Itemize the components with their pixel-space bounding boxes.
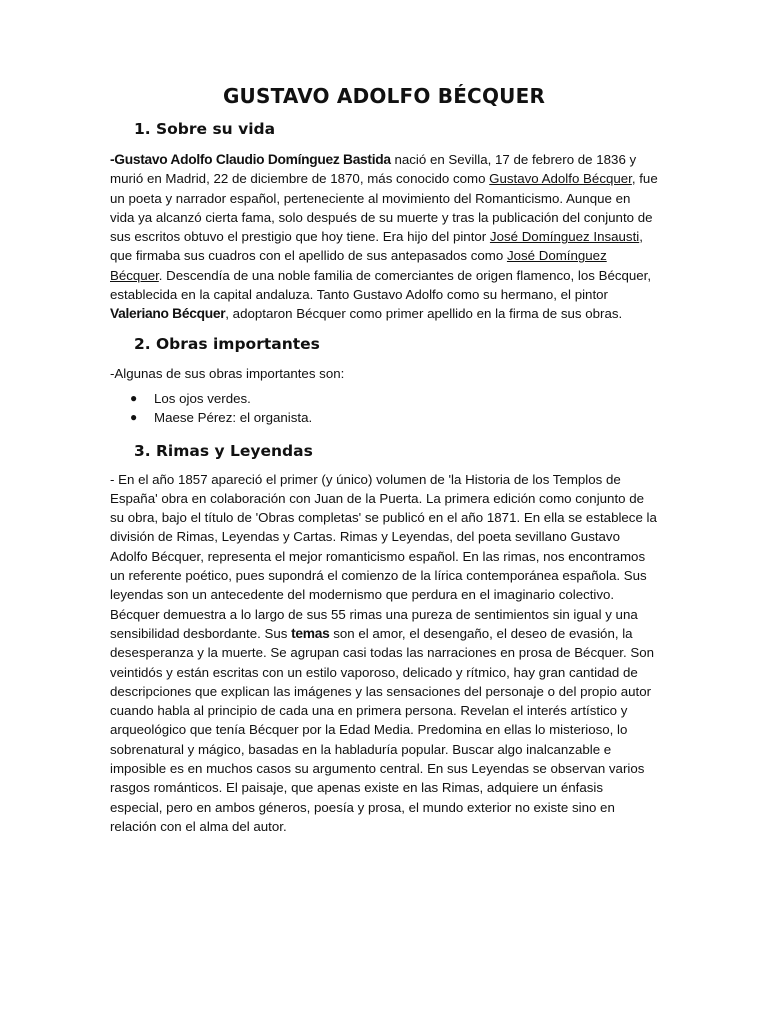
paragraph-obras-intro: -Algunas de sus obras importantes son: (110, 365, 345, 381)
bold-full-name: -Gustavo Adolfo Claudio Domínguez Bastida (110, 152, 391, 167)
document-title: GUSTAVO ADOLFO BÉCQUER (222, 84, 546, 108)
section-heading-obras-importantes (110, 335, 658, 353)
paragraph-biography: -Gustavo Adolfo Claudio Domínguez Bastida nació en Sevilla, 17 de febrero de 1836 y murió en Madrid, 22 de diciembre de 1870, más conocido como Gustavo Adolfo Bécquer, fue un poeta y narrador español, perteneciente al movimiento del Romanticismo. Aunque en vida ya alcanzó cierta fama, solo después de su muerte y tras la publicación del conjunto de sus escritos obtuvo el prestigio que hoy tiene. Era hijo del pintor José Domínguez Insausti, que firmaba sus cuadros con el apellido de sus antepasados como José Domínguez Bécquer. Descendía de una noble familia de comerciantes de origen flamenco, los Bécquer, establecida en la capital andaluza. Tanto Gustavo Adolfo como su hermano, el pintor Valeriano Bécquer, adoptaron Bécquer como primer apellido en la firma de sus obras. (110, 152, 658, 322)
link-jose-dominguez-becquer[interactable]: José Domínguez Bécquer (110, 248, 607, 283)
section-number: 1. (134, 120, 151, 138)
section-number: 2. (134, 334, 151, 353)
section-number: 3. (134, 441, 151, 460)
obras-list (110, 389, 658, 428)
link-jose-dominguez-insausti[interactable]: José Domínguez Insausti (489, 229, 640, 245)
section-title: Rimas y Leyendas (156, 441, 313, 460)
section-heading-sobre-su-vida (110, 120, 658, 138)
section-heading-rimas-y-leyendas (110, 442, 658, 460)
list-item: ● Los ojos verdes. (110, 389, 658, 408)
bold-temas: temas (291, 625, 330, 641)
section-title: Sobre su vida (156, 120, 276, 138)
bullet-icon: ● (130, 410, 138, 425)
bold-valeriano-becquer: Valeriano Bécquer (110, 306, 226, 322)
paragraph-rimas-y-leyendas: - En el año 1857 apareció el primer (y único) volumen de 'la Historia de los Templos de España' obra en colaboración con Juan de la Puerta. La primera edición como conjunto de su obra, bajo el título de 'Obras completas' se publicó en el año 1871. En ella se establece la división de Rimas, Leyendas y Cartas. Rimas y Leyendas, del poeta sevillano Gustavo Adolfo Bécquer, representa el mejor romanticismo español. En las rimas, nos encontramos un referente poético, pues supondrá el comienzo de la lírica contemporánea española. Sus leyendas son un antecedente del modernismo que perdura en el imaginario colectivo. Bécquer demuestra a lo largo de sus 55 rimas una pureza de sentimientos sin igual y una sensibilidad desbordante. Sus temas son el amor, el desengaño, el deseo de evasión, la desesperanza y la muerte. Se agrupan casi todas las narraciones en prosa de Bécquer. Son veintidós y están escritas con un estilo vaporoso, delicado y rítmico, hay gran cantidad de descripciones que explican las imágenes y las sensaciones del personaje o del propio autor cuando habla al principio de cada una en primera persona. Revelan el interés artístico y arqueológico que tenía Bécquer por la Edad Media. Predomina en ellas lo misterioso, lo sobrenatural y mágico, basadas en la habladuría popular. Buscar algo inalcanzable e imposible es en muchos casos su argumento central. En sus Leyendas se observan varios rasgos románticos. El paisaje, que apenas existe en las Rimas, adquiere un énfasis especial, pero en ambos géneros, poesía y prosa, el mundo exterior no existe sino en relación con el alma del autor. (110, 471, 657, 834)
list-item: ● Maese Pérez: el organista. (110, 408, 658, 427)
link-gustavo-adolfo-becquer[interactable]: Gustavo Adolfo Bécquer (489, 171, 632, 187)
section-title: Obras importantes (156, 334, 320, 353)
bullet-icon: ● (130, 390, 138, 405)
